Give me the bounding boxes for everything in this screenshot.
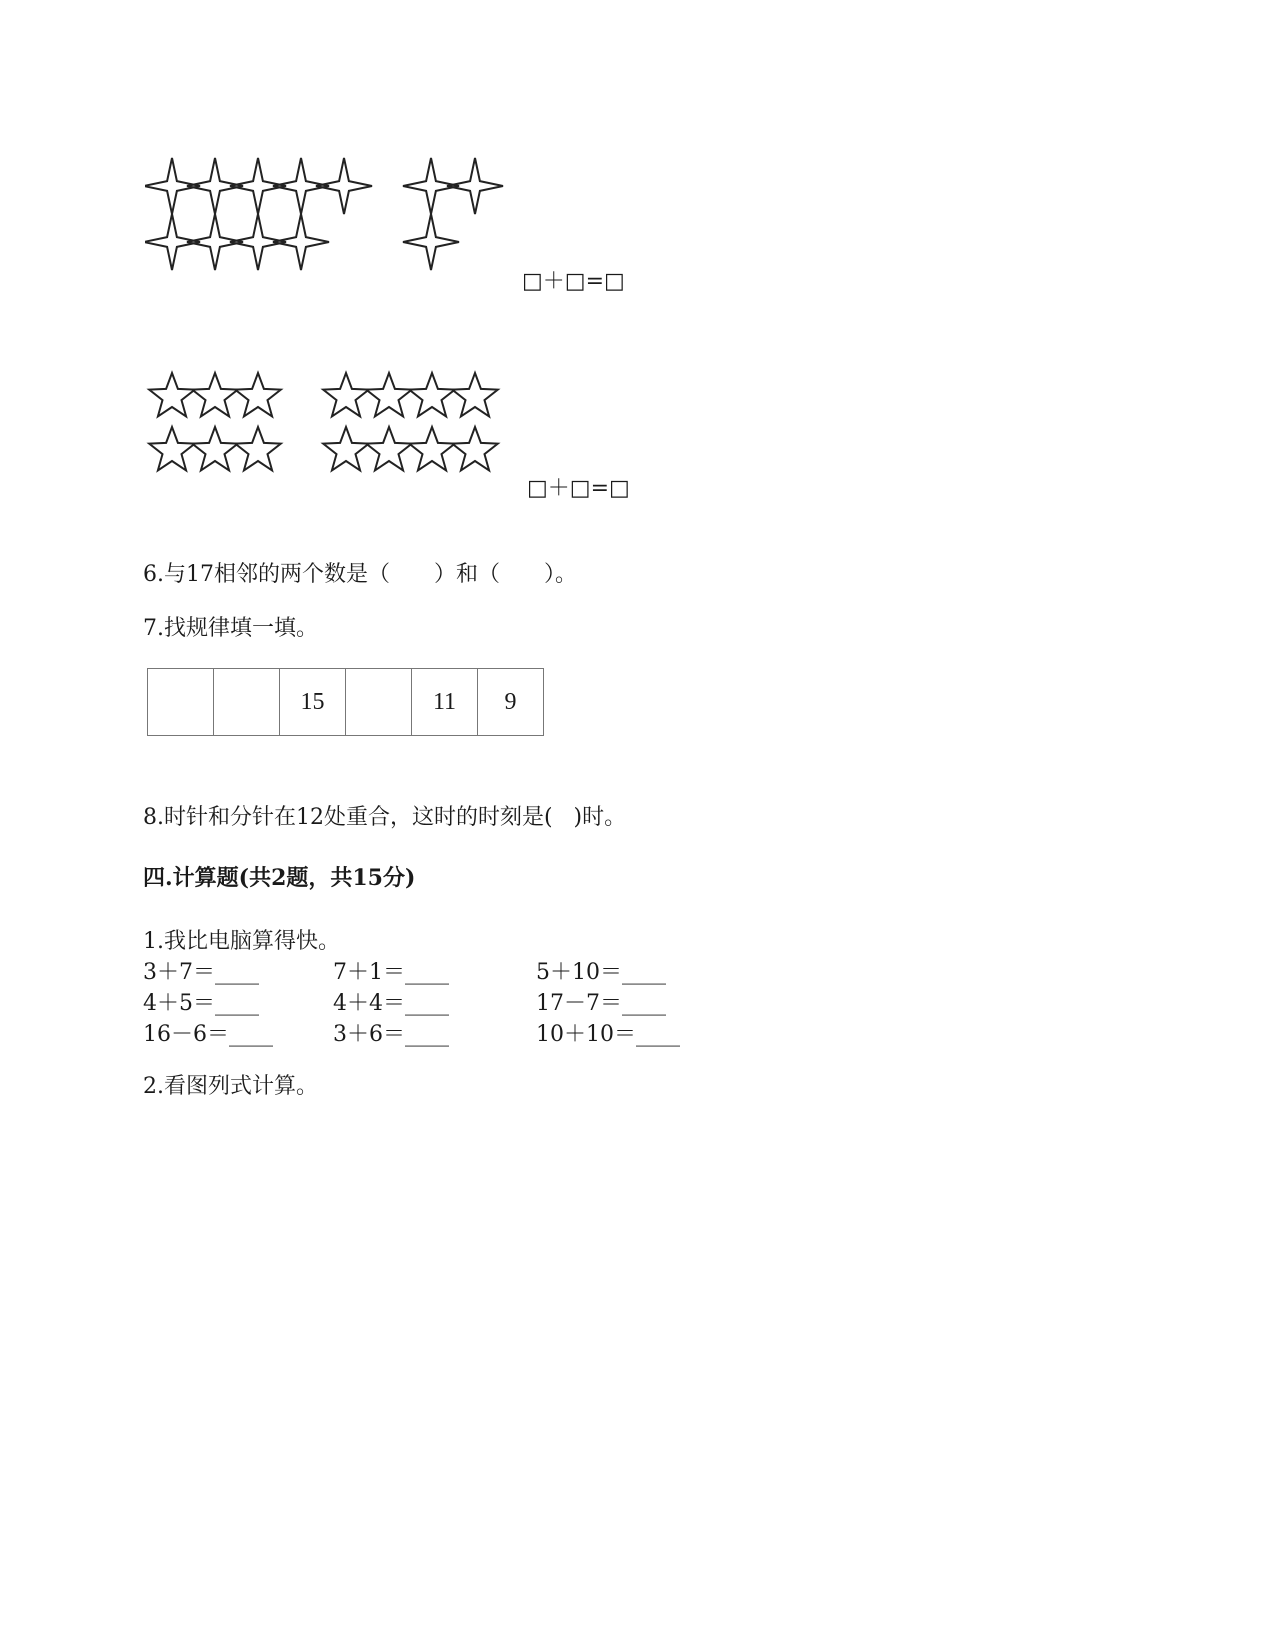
sequence-cell-6: 9	[478, 669, 544, 736]
calc-row-1-col-1: 3＋7＝____	[143, 960, 259, 985]
five-point-star-right-5	[323, 427, 369, 470]
five-point-star-right-6	[366, 427, 412, 470]
five-point-star-right-4	[452, 373, 498, 416]
five-point-star-left-6	[235, 427, 281, 470]
calc-row-2-col-1: 4＋5＝____	[143, 991, 259, 1016]
question-8: 8.时针和分针在12处重合，这时的时刻是( )时。	[143, 805, 627, 830]
sequence-cell-4[interactable]	[346, 669, 412, 736]
sequence-cell-3: 15	[280, 669, 346, 736]
five-point-star-right-8	[452, 427, 498, 470]
five-point-star-left-2	[192, 373, 238, 416]
five-point-star-left-5	[192, 427, 238, 470]
question-2-see-picture: 2.看图列式计算。	[143, 1074, 318, 1099]
sequence-cell-5: 11	[412, 669, 478, 736]
five-point-star-right-3	[409, 373, 455, 416]
five-point-stars-svg	[145, 365, 505, 480]
calc-question-title: 1.我比电脑算得快。	[143, 929, 340, 954]
question-7: 7.找规律填一填。	[143, 616, 318, 641]
calc-row-3-col-3: 10＋10＝____	[536, 1022, 680, 1047]
sequence-table	[147, 668, 544, 736]
five-point-star-right-7	[409, 427, 455, 470]
four-point-stars-svg	[145, 150, 505, 280]
four-point-star-right-2	[447, 158, 503, 214]
five-point-star-right-2	[366, 373, 412, 416]
equation-blank-1: □＋□=□	[522, 269, 625, 294]
four-point-star-right-3	[403, 214, 459, 270]
calc-row-1-col-2: 7＋1＝____	[333, 960, 449, 985]
five-point-star-left-1	[149, 373, 195, 416]
five-point-star-left-4	[149, 427, 195, 470]
figure-four-point-stars	[145, 150, 505, 280]
figure-five-point-stars	[145, 365, 505, 480]
calc-row-3-col-1: 16－6＝____	[143, 1022, 273, 1047]
calc-row-2-col-3: 17－7＝____	[536, 991, 666, 1016]
calc-row-2-col-2: 4＋4＝____	[333, 991, 449, 1016]
calc-row-1-col-3: 5＋10＝____	[536, 960, 666, 985]
question-6: 6.与17相邻的两个数是（ ）和（ ）。	[143, 562, 577, 587]
sequence-cell-2[interactable]	[214, 669, 280, 736]
sequence-cell-1[interactable]	[148, 669, 214, 736]
four-point-star-left-9	[273, 214, 329, 270]
five-point-star-right-1	[323, 373, 369, 416]
section-4-heading: 四.计算题(共2题，共15分)	[143, 865, 416, 891]
five-point-star-left-3	[235, 373, 281, 416]
equation-blank-2: □＋□=□	[527, 476, 630, 501]
four-point-star-left-5	[316, 158, 372, 214]
calc-row-3-col-2: 3＋6＝____	[333, 1022, 449, 1047]
